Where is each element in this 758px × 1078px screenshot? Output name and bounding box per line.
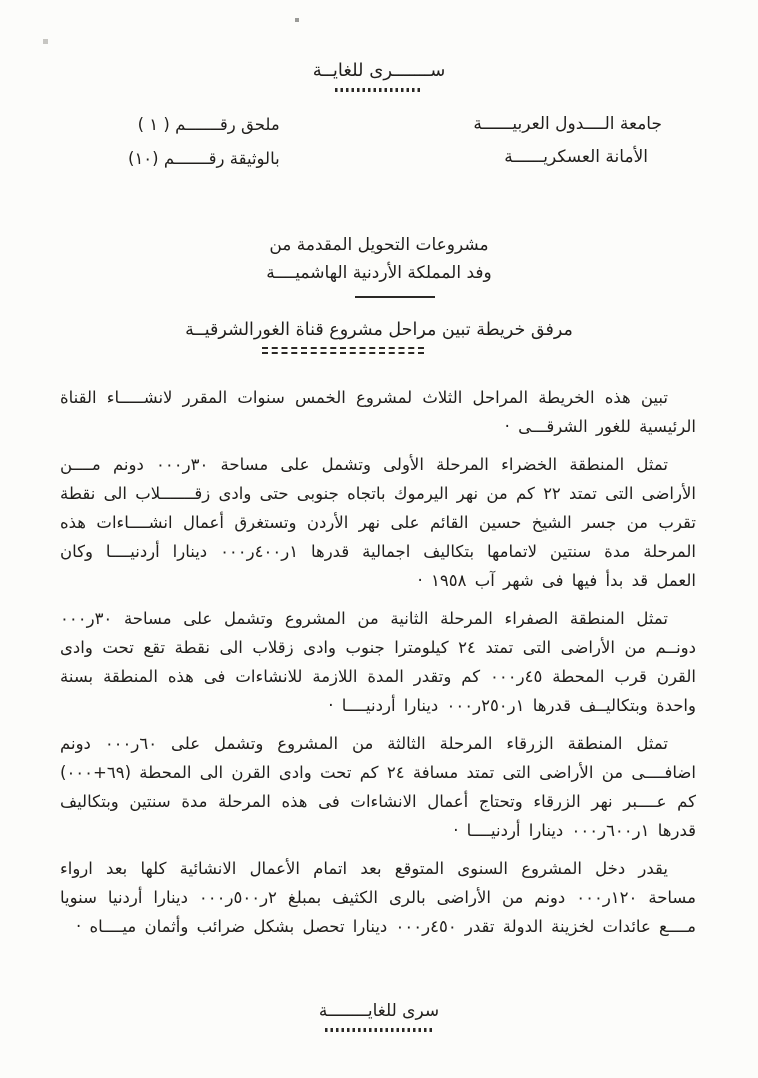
title-underline xyxy=(355,296,435,298)
document-number: بالوثيقة رقـــــــم (١٠) xyxy=(128,149,280,168)
document-body xyxy=(60,383,696,950)
title-line-1: مشروعات التحويل المقدمة من xyxy=(269,235,489,255)
subtitle-text: مرفق خريطة تبين مراحل مشروع قناة الغورالشرقيــة xyxy=(185,320,573,340)
annex-reference-block xyxy=(128,108,280,176)
classification-header xyxy=(0,60,758,92)
scan-speckle xyxy=(295,18,299,22)
dotted-rule xyxy=(335,88,423,92)
body-paragraph-2: تمثل المنطقة الخضراء المرحلة الأولى وتشمل على مساحة ٣٠ر٠٠٠ دونم مــــن الأراضى التى تمتد ٢٢ كم من نهر اليرموك باتجاه جنوبى حتى وادى زقـــــــلاب الى نقطة تقرب من جسر الشيخ حسين القائم على نهر الأردن وتستغرق أعمال انشــــاءات هذه المرحلة مدة سنتين لاتمامها بتكاليف اجمالية قدرها ١ر٤٠٠ر٠٠٠ دينارا أردنيــــا وكان العمل قد بدأ فيها فى شهر آب ١٩٥٨ · xyxy=(60,455,696,590)
classification-bottom-label: سرى للغايــــــــة xyxy=(318,1001,440,1021)
body-paragraph-4: تمثل المنطقة الزرقاء المرحلة الثالثة من المشروع وتشمل على ٦٠ر٠٠٠ دونم اضافــــى من الأراضى التى تمتد مسافة ٢٤ كم تحت وادى القرن الى المحطة (⁦٦٩+٠٠٠⁩) كم عــــبر نهر الزرقاء وتحتاج أعمال الانشاءات فى هذه المرحلة مدة سنتين وبتكاليف قدرها ١ر٦٠٠ر٠٠٠ دينارا أردنيــــا · xyxy=(60,734,696,840)
document-header xyxy=(128,108,662,176)
organization-block xyxy=(473,108,662,174)
body-paragraph-1: تبين هذه الخريطة المراحل الثلاث لمشروع الخمس سنوات المقرر لانشـــــاء القناة الرئيسية للغور الشرقـــى · xyxy=(60,388,696,436)
classification-footer xyxy=(0,1001,758,1032)
organization-name: جامعة الــــدول العربيــــــة xyxy=(473,114,662,134)
document-title xyxy=(0,231,758,298)
scan-speckle xyxy=(43,39,48,44)
document-subtitle xyxy=(0,320,758,354)
classification-top-label: ســـــــرى للغايــة xyxy=(312,60,446,81)
dotted-rule xyxy=(325,1028,433,1032)
body-paragraph-5: يقدر دخل المشروع السنوى المتوقع بعد اتمام الأعمال الانشائية كلها بعد ارواء مساحة ١٢٠ر٠٠٠ دونم من الأراضى بالرى الكثيف بمبلغ ٢ر٥٠٠ر٠٠٠ دينارا أردنيا سنويا مــــع عائدات لخزينة الدولة تقدر ٤٥٠ر٠٠٠ دينارا تحصل بشكل ضرائب وأثمان ميــــاه · xyxy=(60,859,696,936)
subtitle-underline xyxy=(262,347,424,354)
body-paragraph-3: تمثل المنطقة الصفراء المرحلة الثانية من المشروع وتشمل على مساحة ٣٠ر٠٠٠ دونــم من الأراضى التى تمتد ٢٤ كيلومترا جنوب وادى زقلاب الى نقطة تقع تحت وادى القرن قرب المحطة ٤٥ر٠٠٠ كم وتقدر المدة اللازمة للانشاءات فى هذه المنطقة بسنة واحدة وبتكاليــف قدرها ١ر٢٥٠ر٠٠٠ دينارا أردنيــــا · xyxy=(60,609,697,715)
organization-department: الأمانة العسكريــــــة xyxy=(504,147,648,167)
title-line-2: وفد المملكة الأردنية الهاشميــــة xyxy=(266,263,492,283)
annex-number: ملحق رقـــــــم ( ١ ) xyxy=(137,115,280,134)
